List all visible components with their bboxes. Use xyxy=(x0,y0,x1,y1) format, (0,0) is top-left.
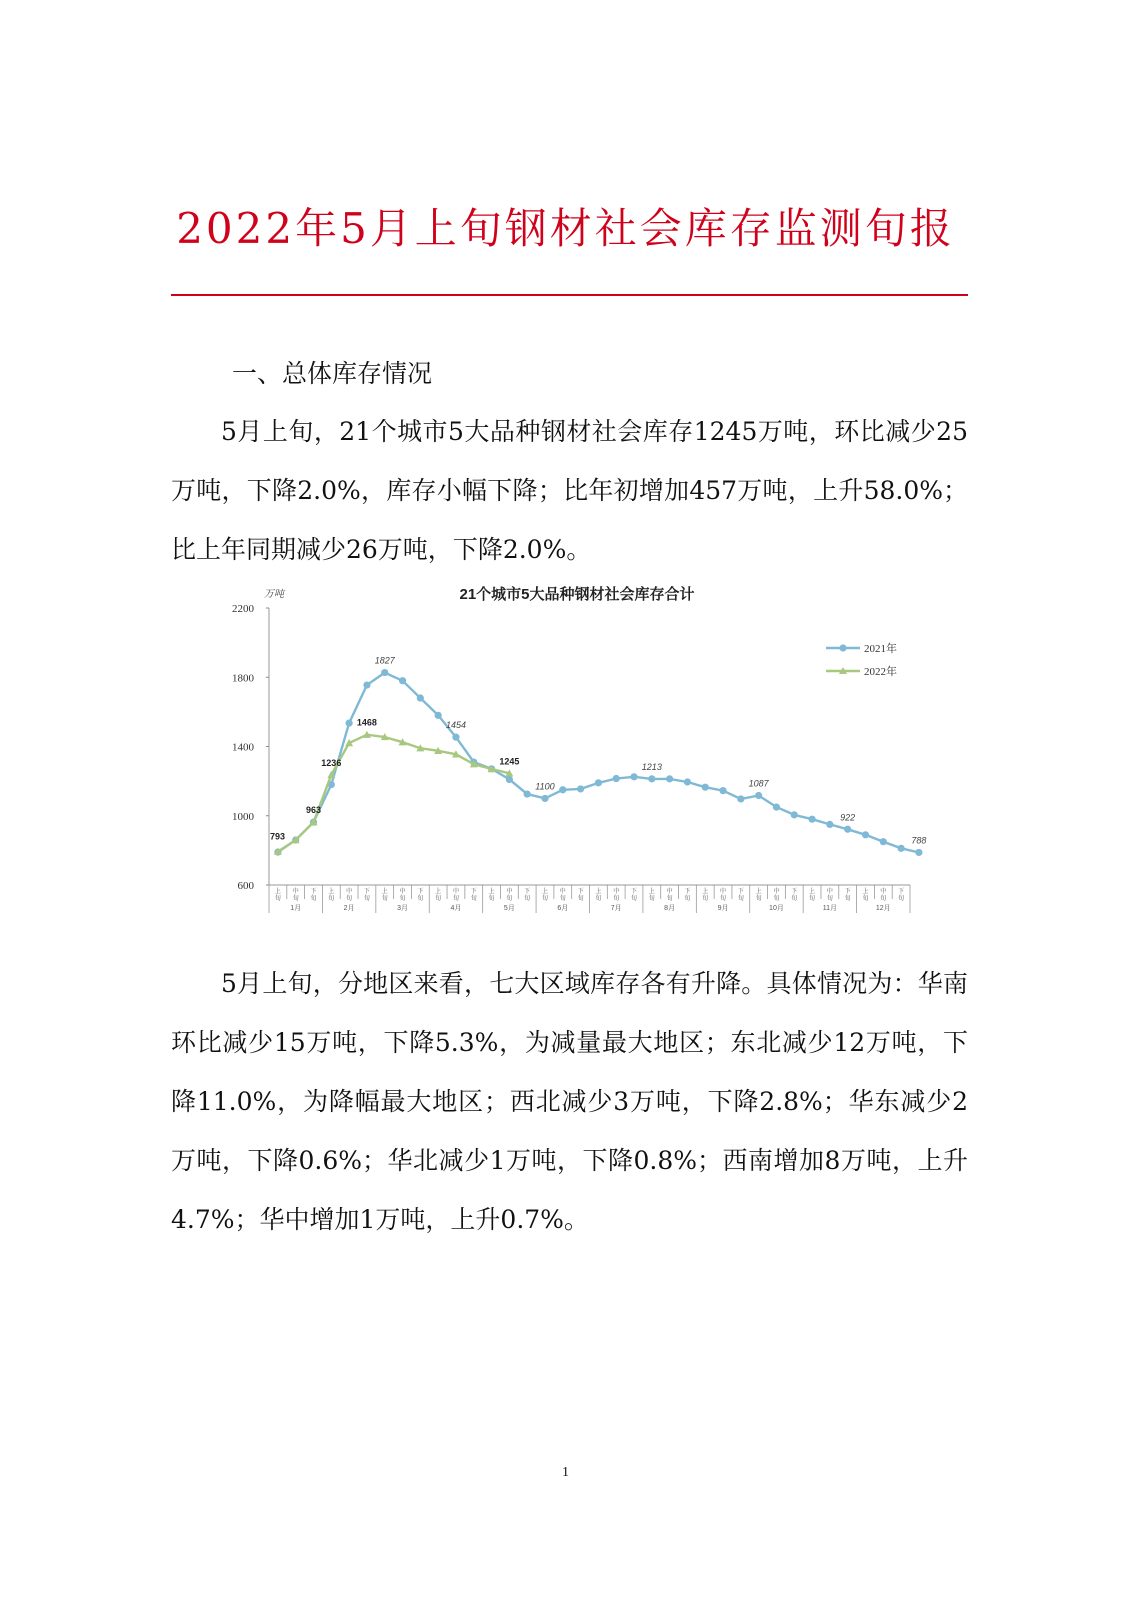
x-period-label: 旬 xyxy=(898,896,905,902)
series-point-2021年 xyxy=(363,681,370,688)
series-line-2022年 xyxy=(278,735,510,852)
x-period-label: 旬 xyxy=(274,896,281,902)
series-point-2021年 xyxy=(613,775,620,782)
series-line-2021年 xyxy=(278,673,919,853)
x-period-label: 旬 xyxy=(328,896,335,902)
series-point-2021年 xyxy=(755,792,762,799)
data-label: 1245 xyxy=(499,756,520,767)
series-point-2021年 xyxy=(862,831,869,838)
series-point-2021年 xyxy=(648,775,655,782)
series-point-2021年 xyxy=(417,694,424,701)
x-period-label: 旬 xyxy=(310,896,317,902)
series-point-2021年 xyxy=(719,787,726,794)
x-period-label: 旬 xyxy=(417,896,424,902)
x-period-label: 下 xyxy=(684,889,691,895)
x-period-label: 旬 xyxy=(862,896,869,902)
series-point-2021年 xyxy=(452,734,459,741)
x-month-label: 10月 xyxy=(769,905,784,912)
x-period-label: 旬 xyxy=(737,896,744,902)
x-period-label: 中 xyxy=(880,889,887,895)
x-period-label: 中 xyxy=(506,889,513,895)
x-period-label: 上 xyxy=(435,889,442,895)
data-label: 1468 xyxy=(356,717,377,728)
document-title: 2022年5月上旬钢材社会库存监测旬报 xyxy=(176,204,955,253)
x-period-label: 旬 xyxy=(809,896,816,902)
paragraph-regional-inventory: 5月上旬，分地区来看，七大区域库存各有升降。具体情况为：华南环比减少15万吨，下降5.3%，为减量最大地区；东北减少12万吨，下降11.0%，为降幅最大地区；西北减少3万吨，下降2.8%；华东减少2万吨，下降0.6%；华北减少1万吨，下降0.8%；西南增加8万吨，上升4.7%；华中增加1万吨，上升0.7%。 xyxy=(171,969,968,1234)
x-period-label: 下 xyxy=(791,889,798,895)
series-point-2021年 xyxy=(880,838,887,845)
series-point-2021年 xyxy=(737,795,744,802)
data-label: 1454 xyxy=(445,720,466,731)
x-period-label: 旬 xyxy=(826,896,833,902)
x-month-label: 5月 xyxy=(503,905,515,912)
series-point-2021年 xyxy=(399,677,406,684)
chart-title: 21个城市5大品种钢材社会库存合计 xyxy=(459,586,695,603)
series-point-2021年 xyxy=(559,786,566,793)
x-period-label: 旬 xyxy=(720,896,727,902)
series-point-2021年 xyxy=(684,778,691,785)
data-label: 1236 xyxy=(321,757,342,768)
x-period-label: 下 xyxy=(898,889,905,895)
x-period-label: 中 xyxy=(613,889,620,895)
series-point-2021年 xyxy=(844,826,851,833)
x-period-label: 上 xyxy=(595,889,602,895)
series-point-2021年 xyxy=(595,779,602,786)
series-point-2021年 xyxy=(666,775,673,782)
x-month-label: 6月 xyxy=(557,905,569,912)
legend-marker-2021年 xyxy=(839,644,846,651)
x-period-label: 旬 xyxy=(684,896,691,902)
legend-label: 2022年 xyxy=(864,666,897,678)
series-point-2021年 xyxy=(577,785,584,792)
data-label: 922 xyxy=(840,812,856,823)
data-label: 1213 xyxy=(641,761,662,772)
x-period-label: 旬 xyxy=(791,896,798,902)
series-point-2021年 xyxy=(791,811,798,818)
x-period-label: 旬 xyxy=(399,896,406,902)
x-month-label: 12月 xyxy=(875,905,891,912)
paragraph-total-inventory: 5月上旬，21个城市5大品种钢材社会库存1245万吨，环比减少25万吨，下降2.0%，库存小幅下降；比年初增加457万吨，上升58.0%；比上年同期减少26万吨，下降2.0%。 xyxy=(171,417,968,564)
x-period-label: 旬 xyxy=(577,896,584,902)
x-period-label: 旬 xyxy=(506,896,513,902)
series-point-2021年 xyxy=(897,845,904,852)
series-point-2021年 xyxy=(826,821,833,828)
y-tick-label: 2200 xyxy=(232,603,254,615)
section-heading: 一、总体库存情况 xyxy=(232,359,433,388)
x-period-label: 中 xyxy=(666,889,673,895)
data-label: 788 xyxy=(911,835,927,846)
data-label: 1087 xyxy=(748,778,769,789)
data-label: 793 xyxy=(270,831,286,842)
x-period-label: 旬 xyxy=(595,896,602,902)
page-number: 1 xyxy=(562,1465,569,1480)
x-period-label: 旬 xyxy=(666,896,673,902)
series-point-2021年 xyxy=(808,816,815,823)
x-month-label: 8月 xyxy=(664,905,676,912)
x-period-label: 上 xyxy=(488,889,495,895)
data-label: 1827 xyxy=(374,655,395,666)
x-period-label: 旬 xyxy=(470,896,477,902)
x-period-label: 中 xyxy=(773,889,780,895)
series-point-2021年 xyxy=(381,669,388,676)
x-period-label: 旬 xyxy=(631,896,638,902)
x-period-label: 上 xyxy=(541,889,548,895)
x-period-label: 下 xyxy=(577,889,584,895)
series-point-2021年 xyxy=(915,849,922,856)
x-period-label: 旬 xyxy=(702,896,709,902)
x-period-label: 上 xyxy=(328,889,335,895)
x-period-label: 中 xyxy=(452,889,459,895)
x-period-label: 旬 xyxy=(435,896,442,902)
x-month-label: 4月 xyxy=(450,905,462,912)
x-month-label: 2月 xyxy=(343,905,355,912)
x-period-label: 中 xyxy=(292,889,299,895)
series-point-2021年 xyxy=(773,803,780,810)
x-month-label: 3月 xyxy=(397,905,408,912)
x-period-label: 下 xyxy=(631,889,638,895)
x-period-label: 上 xyxy=(648,889,655,895)
x-period-label: 旬 xyxy=(880,896,887,902)
x-period-label: 上 xyxy=(809,889,816,895)
x-period-label: 下 xyxy=(844,889,851,895)
x-month-label: 7月 xyxy=(610,905,622,912)
series-point-2021年 xyxy=(346,720,353,727)
x-period-label: 下 xyxy=(524,889,531,895)
x-month-label: 9月 xyxy=(717,905,729,912)
y-tick-label: 1800 xyxy=(232,672,254,685)
x-period-label: 上 xyxy=(274,889,281,895)
x-period-label: 旬 xyxy=(844,896,851,902)
legend-label: 2021年 xyxy=(864,643,897,655)
x-period-label: 旬 xyxy=(452,896,459,902)
x-period-label: 旬 xyxy=(292,896,299,902)
y-tick-label: 600 xyxy=(237,880,254,892)
x-period-label: 旬 xyxy=(488,896,495,902)
y-tick-label: 1000 xyxy=(232,810,254,823)
x-period-label: 旬 xyxy=(346,896,353,902)
x-period-label: 旬 xyxy=(524,896,531,902)
y-axis-unit-label: 万吨 xyxy=(264,589,284,600)
x-period-label: 下 xyxy=(310,889,317,895)
x-period-label: 中 xyxy=(559,889,566,895)
x-period-label: 中 xyxy=(346,889,353,895)
x-period-label: 旬 xyxy=(541,896,548,902)
data-label: 1100 xyxy=(535,781,555,792)
x-period-label: 上 xyxy=(755,889,762,895)
series-point-2021年 xyxy=(506,776,513,783)
y-tick-label: 1400 xyxy=(232,741,254,754)
title-divider xyxy=(171,294,968,296)
series-point-2021年 xyxy=(630,773,637,780)
x-period-label: 旬 xyxy=(773,896,780,902)
x-month-label: 1月 xyxy=(290,905,302,912)
series-point-2021年 xyxy=(541,795,548,802)
x-month-label: 11月 xyxy=(822,905,838,912)
inventory-line-chart xyxy=(220,586,927,918)
x-period-label: 旬 xyxy=(613,896,620,902)
x-period-label: 上 xyxy=(381,889,388,895)
x-period-label: 下 xyxy=(363,889,370,895)
x-period-label: 上 xyxy=(862,889,869,895)
x-period-label: 旬 xyxy=(363,896,370,902)
series-point-2021年 xyxy=(524,791,531,798)
data-label: 963 xyxy=(305,805,322,816)
series-point-2021年 xyxy=(702,784,709,791)
x-period-label: 中 xyxy=(399,889,406,895)
x-period-label: 中 xyxy=(826,889,833,895)
x-period-label: 上 xyxy=(702,889,709,895)
series-point-2021年 xyxy=(435,712,442,719)
x-period-label: 下 xyxy=(737,889,744,895)
x-period-label: 旬 xyxy=(648,896,655,902)
x-period-label: 旬 xyxy=(381,896,388,902)
x-period-label: 下 xyxy=(417,889,424,895)
x-period-label: 中 xyxy=(720,889,727,895)
x-period-label: 旬 xyxy=(755,896,762,902)
x-period-label: 旬 xyxy=(559,896,566,902)
x-period-label: 下 xyxy=(470,889,477,895)
